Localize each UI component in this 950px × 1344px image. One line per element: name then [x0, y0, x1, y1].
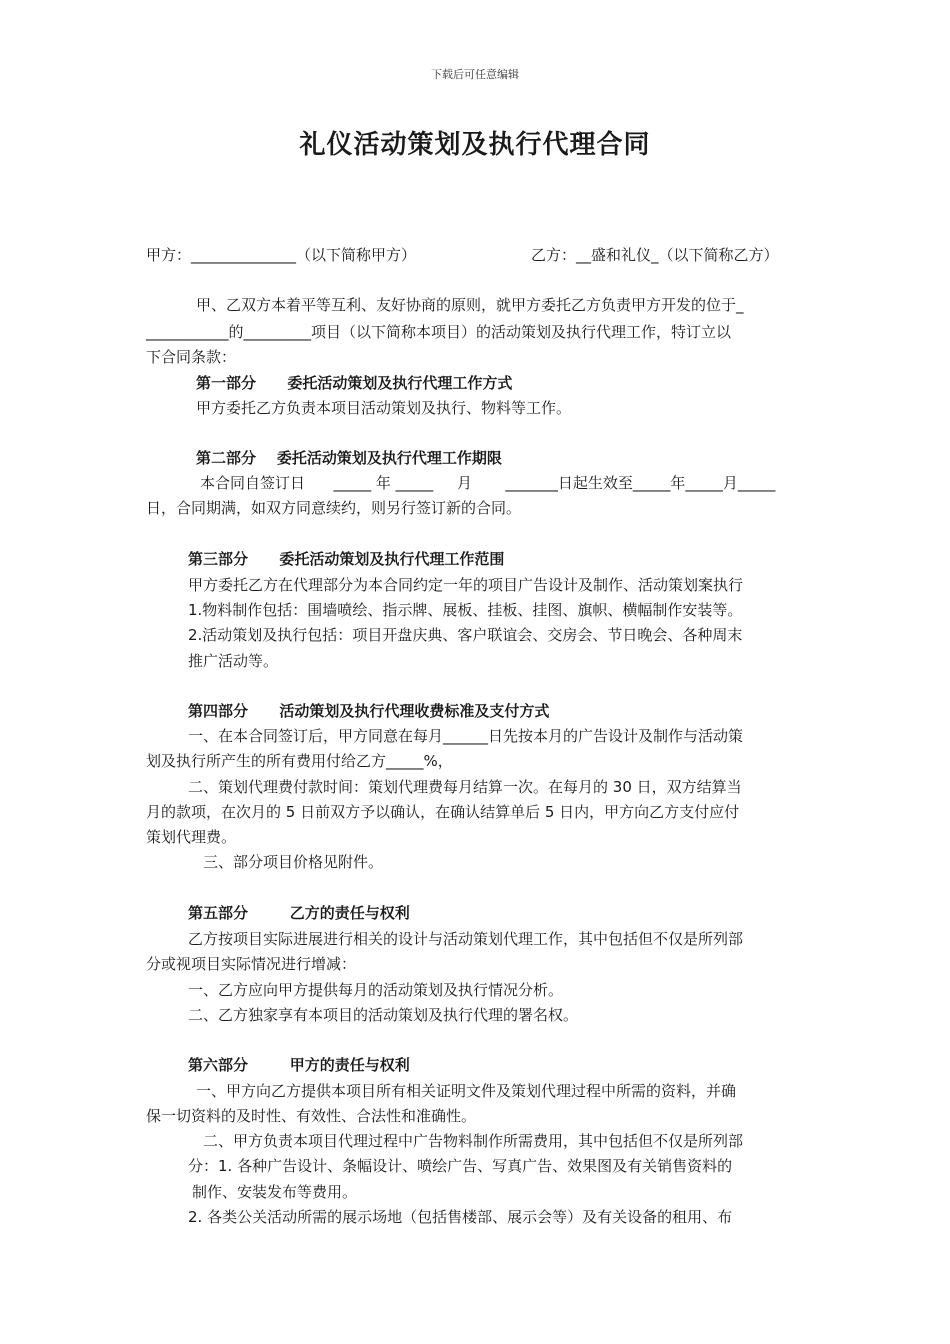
- section-text: 一、乙方应向甲方提供每月的活动策划及执行情况分析。: [188, 981, 564, 999]
- section-text: 制作、安装发布等费用。: [192, 1183, 358, 1201]
- section-text: 分：1. 各种广告设计、条幅设计、喷绘广告、写真广告、效果图及有关销售资料的: [188, 1157, 733, 1175]
- section-heading: 第一部分 委托活动策划及执行代理工作方式: [196, 374, 513, 392]
- section-text: 月的款项，在次月的 5 日前双方予以确认，在确认结算单后 5 日内，甲方向乙方支付应付: [146, 803, 740, 821]
- section-text: 二、策划代理费付款时间：策划代理费每月结算一次。在每月的 30 日，双方结算当: [188, 778, 742, 796]
- party-a: 甲方：______________（以下简称甲方）: [146, 246, 417, 264]
- party-b: 乙方：__盛和礼仪_（以下简称乙方）: [531, 246, 779, 264]
- section-text: 保一切资料的及时性、有效性、合法性和准确性。: [146, 1107, 477, 1125]
- section-text: 一、甲方向乙方提供本项目所有相关证明文件及策划代理过程中所需的资料，并确: [196, 1082, 737, 1100]
- section-text: 甲方委托乙方在代理部分为本合同约定一年的项目广告设计及制作、活动策划案执行: [188, 576, 744, 594]
- section-text: 一、在本合同签订后，甲方同意在每月______日先按本月的广告设计及制作与活动策: [188, 727, 744, 745]
- section-text: 日，合同期满，如双方同意续约，则另行签订新的合同。: [146, 499, 522, 517]
- section-text: 1.物料制作包括：围墙喷绘、指示牌、展板、挂板、挂图、旗帜、横幅制作安装等。: [188, 601, 743, 619]
- intro-line: 甲、乙双方本着平等互利、友好协商的原则，就甲方委托乙方负责甲方开发的位于_: [196, 296, 744, 314]
- document-title: 礼仪活动策划及执行代理合同: [299, 130, 651, 160]
- section-text: 2.活动策划及执行包括：项目开盘庆典、客户联谊会、交房会、节日晚会、各种周末: [188, 626, 743, 644]
- section-text: 本合同自签订日 _____ 年 _____ 月 _______日起生效至_____年_____月_____: [200, 474, 776, 492]
- section-text: 甲方委托乙方负责本项目活动策划及执行、物料等工作。: [196, 399, 572, 417]
- section-heading: 第四部分 活动策划及执行代理收费标准及支付方式: [188, 702, 550, 720]
- header-note: 下载后可任意编辑: [431, 68, 519, 81]
- section-text: 分或视项目实际情况进行增减：: [146, 955, 357, 973]
- section-text: 2. 各类公关活动所需的展示场地（包括售楼部、展示会等）及有关设备的租用、布: [188, 1208, 733, 1226]
- section-text: 三、部分项目价格见附件。: [203, 853, 384, 871]
- section-text: 二、乙方独家享有本项目的活动策划及执行代理的署名权。: [188, 1006, 579, 1024]
- section-heading: 第五部分 乙方的责任与权利: [188, 904, 410, 922]
- section-text: 策划代理费。: [146, 828, 237, 846]
- section-text: 乙方按项目实际进展进行相关的设计与活动策划代理工作，其中包括但不仅是所列部: [188, 930, 744, 948]
- section-heading: 第三部分 委托活动策划及执行代理工作范围: [188, 550, 505, 568]
- intro-line: ___________的_________项目（以下简称本项目）的活动策划及执行代理工作，特订立以: [146, 323, 732, 341]
- intro-line: 下合同条款：: [146, 348, 237, 366]
- section-heading: 第六部分 甲方的责任与权利: [188, 1056, 410, 1074]
- section-heading: 第二部分 委托活动策划及执行代理工作期限: [196, 449, 502, 467]
- section-text: 推广活动等。: [188, 652, 279, 670]
- section-text: 划及执行所产生的所有费用付给乙方_____%，: [146, 752, 453, 770]
- section-text: 二、甲方负责本项目代理过程中广告物料制作所需费用，其中包括但不仅是所列部: [203, 1132, 744, 1150]
